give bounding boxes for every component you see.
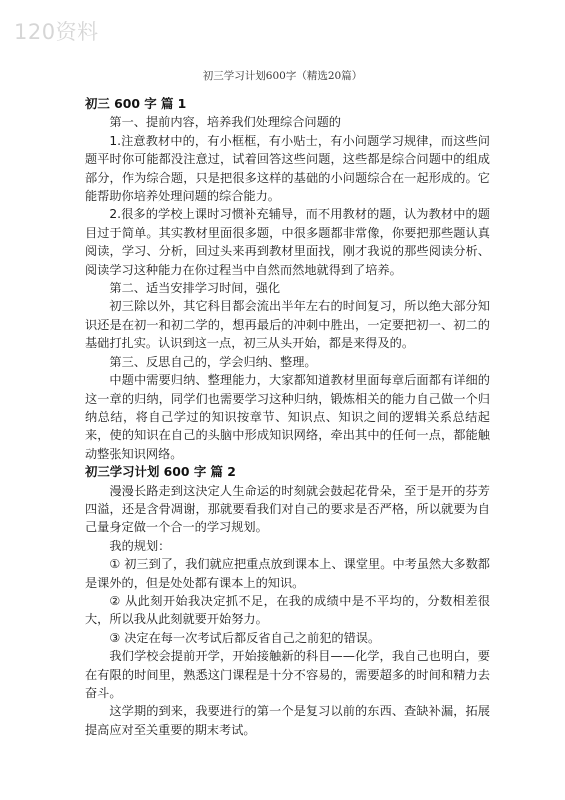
- paragraph: 2.很多的学校上课时习惯补充辅导，而不用教材的题，认为教材中的题目过于简单。其实教材里面很多题，中很多题都非常像，你要把那些题认真阅读，学习、分析，回过头来再到教材里面找，刚才我说的那些阅读分析、阅读学习这种能力在你过程当中自然而然地就得到了培养。: [85, 207, 490, 277]
- section-2: [85, 463, 490, 739]
- section-1: [85, 95, 490, 463]
- paragraph: 第二、适当安排学习时间，强化: [109, 281, 281, 296]
- paragraph: 我的规划：: [109, 538, 171, 553]
- document-body: [85, 95, 490, 739]
- paragraph: 初三除以外，其它科目都会流出半年左右的时间复习，所以绝大部分知识还是在初一和初二学的，想再最后的冲刺中胜出，一定要把初一、初二的基础打扎实。认识到这一点，初三从头开始，都是来得及的。: [85, 299, 490, 351]
- paragraph: 我们学校会提前开学，开始接触新的科目——化学，我自己也明白，要在有限的时间里，熟悉这门课程是十分不容易的，需要超多的时间和精力去奋斗。: [85, 649, 490, 700]
- section-heading: 初三 600 字 篇 1: [85, 96, 187, 111]
- paragraph: 漫漫长路走到这決定人生命运的时刻就会鼓起花骨朵，至于是开的芬芳四溢，还是含骨凋谢，那就要看我们对自己的要求是否严格，所以就要为自己量身定做一个合一的学习规划。: [85, 483, 490, 535]
- paragraph: ③ 决定在每一次考试后都反省自己之前犯的错误。: [109, 630, 381, 645]
- paragraph: 中题中需要归纳、整理能力，大家都知道教材里面每章后面都有详细的这一章的归纳，同学们也需要学习这种归纳，锻炼相关的能力自己做一个归纳总结，将自己学过的知识按章节、知识点、知识之间的逻辑关系总结起来，使的知识在自己的头脑中形成知识网络，牵出其中的任何一点，都能触动整张知识网络。: [85, 373, 490, 461]
- section-heading: 初三学习计划 600 字 篇 2: [85, 464, 236, 480]
- document-title: 初三学习计划600字（精选20篇）: [202, 70, 363, 82]
- paragraph: 1.注意教材中的，有小框框，有小贴士，有小问题学习规律，而这些问题平时你可能都没注意过，试着回答这些问题，这些都是综合问题中的组成部分，作为综合题，只是把很多这样的基础的小问题综合在一起形成的。它能帮助你培养处理问题的综合能力。: [85, 133, 490, 204]
- watermark: 120资料: [14, 20, 99, 44]
- paragraph: ① 初三到了，我们就应把重点放到课本上、课堂里。中考虽然大多数都是课外的，但是处处都有课本上的知识。: [85, 557, 490, 590]
- paragraph: 第一、提前内容，培养我们处理综合问题的: [109, 115, 341, 130]
- paragraph: ② 从此刻开始我决定抓不足，在我的成绩中是不平均的，分数相差很大，所以我从此刻就要开始努力。: [85, 593, 490, 627]
- paragraph: 这学期的到来，我要进行的第一个是复习以前的东西、查缺补漏，拓展提高应对至关重要的期末考试。: [85, 704, 490, 737]
- paragraph: 第三、反思自己的，学会归纳、整理。: [109, 354, 317, 369]
